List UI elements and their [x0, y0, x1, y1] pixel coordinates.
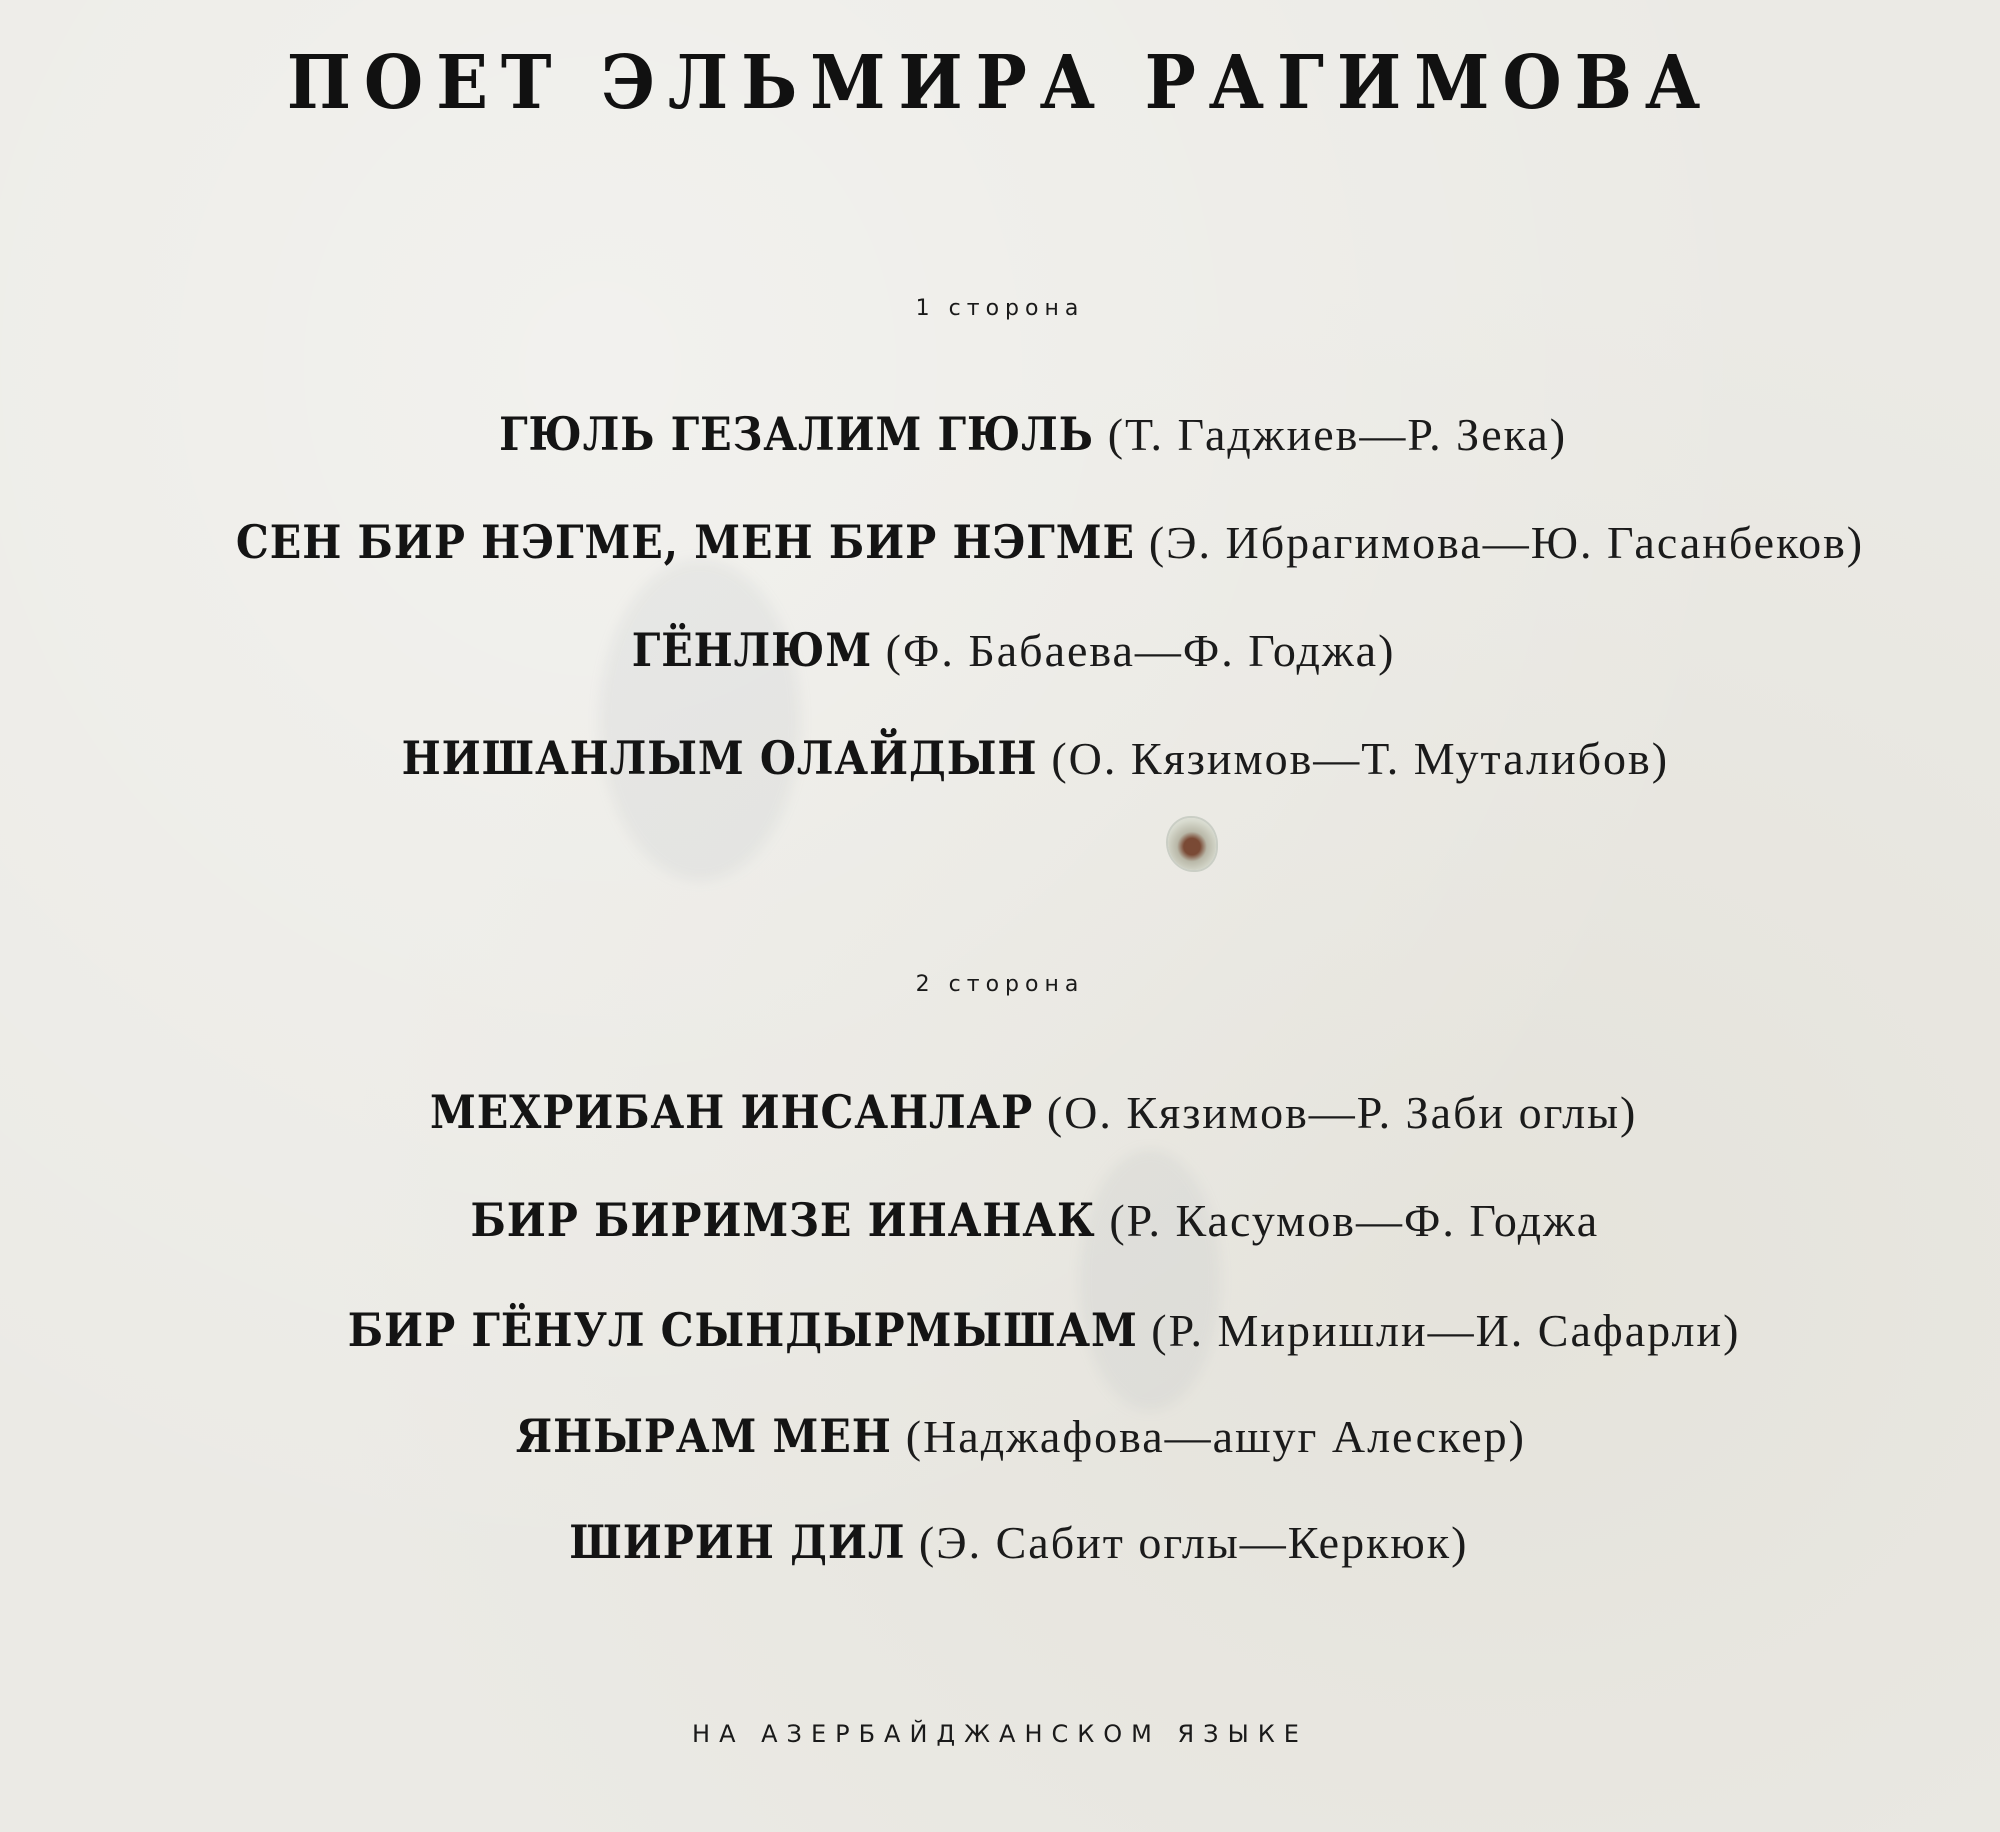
side-1-label: 1 сторона — [915, 296, 1085, 321]
track-title: СЕН БИР НЭГМЕ, МЕН БИР НЭГМЕ — [235, 515, 1135, 569]
track-7 — [0, 1302, 2000, 1359]
track-credit: (Р. Миришли—И. Сафарли) — [1151, 1305, 1741, 1356]
paper-scuff — [600, 560, 800, 880]
track-3 — [0, 622, 2000, 679]
track-title: БИР ГЁНУЛ СЫНДЫРМЫШАМ — [347, 1303, 1138, 1357]
track-8 — [0, 1408, 2000, 1465]
paper-scuff — [1080, 1150, 1220, 1410]
track-credit: (Наджафова—ашуг Алескер) — [905, 1411, 1526, 1462]
track-title: НИШАНЛЫМ ОЛАЙДЫН — [401, 731, 1038, 785]
track-credit: (О. Кязимов—Т. Муталибов) — [1051, 733, 1670, 784]
track-credit: (Э. Сабит оглы—Керкюк) — [918, 1517, 1469, 1568]
track-credit: (Р. Касумов—Ф. Годжа — [1109, 1195, 1600, 1246]
side-2-label: 2 сторона — [915, 972, 1085, 997]
track-title: ЯНЫРАМ МЕН — [515, 1409, 892, 1463]
track-credit: (Э. Ибрагимова—Ю. Гасанбеков) — [1148, 517, 1865, 568]
track-credit: (Ф. Бабаева—Ф. Годжа) — [885, 625, 1396, 676]
track-credit: (Т. Гаджиев—Р. Зека) — [1107, 409, 1568, 460]
track-title: ШИРИН ДИЛ — [568, 1515, 905, 1569]
track-title: БИР БИРИМЗЕ ИНАНАК — [470, 1193, 1096, 1247]
track-6 — [0, 1192, 2000, 1249]
track-credit: (О. Кязимов—Р. Заби оглы) — [1046, 1087, 1638, 1138]
track-title: ГЮЛЬ ГЕЗАЛИМ ГЮЛЬ — [499, 407, 1094, 461]
track-1 — [0, 406, 2000, 463]
track-title: ГЁНЛЮМ — [631, 623, 872, 677]
track-9 — [0, 1514, 2000, 1571]
track-title: МЕХРИБАН ИНСАНЛАР — [429, 1085, 1033, 1139]
track-2 — [0, 514, 2000, 571]
album-title: ПОЕТ ЭЛЬМИРА РАГИМОВА — [286, 40, 1714, 126]
language-note: НА АЗЕРБАЙДЖАНСКОМ ЯЗЫКЕ — [692, 1720, 1308, 1748]
track-5 — [0, 1084, 2000, 1141]
center-hole-mark — [1168, 818, 1216, 870]
track-4 — [0, 730, 2000, 787]
